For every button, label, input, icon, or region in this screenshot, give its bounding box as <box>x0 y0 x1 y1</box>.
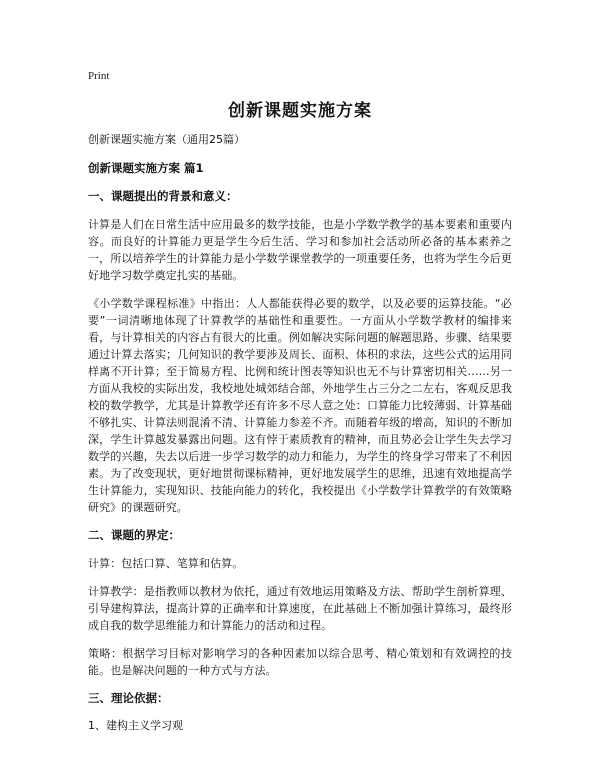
list-item: 1、建构主义学习观 <box>88 719 183 732</box>
paragraph: 策略：根据学习目标对影响学习的各种因素加以综合思考、精心策划和有效调控的技能。也是解决问题的一种方式与方法。 <box>88 647 512 677</box>
section-heading-theory: 三、理论依据： <box>88 691 169 705</box>
section-heading-definition: 二、课题的界定： <box>88 528 180 542</box>
document-subtitle: 创新课题实施方案（通用25篇） <box>88 133 245 146</box>
section-heading-background: 一、课题提出的背景和意义： <box>88 189 238 203</box>
document-body <box>88 132 512 734</box>
paragraph: 《小学数学课程标准》中指出：人人都能获得必要的数学，以及必要的运算技能。“必要”一词清晰地体现了计算教学的基础性和重要性。一方面从小学数学教材的编排来看，与计算相关的内容占有很大的比重。例如解决实际问题的解题思路、步骤、结果要通过计算去落实；几何知识的教学要涉及周长、面积、体积的求法，这些公式的运用同样离不开计算；至于简易方程、比例和统计图表等知识也无不与计算密切相关……另一方面从我校的实际出发，我校地处城郊结合部，外地学生占三分之二左右，客观反思我校的数学教学，尤其是计算教学还有许多不尽人意之处：口算能力比较薄弱、计算基础不够扎实、计算法则混淆不清、计算能力参差不齐。而随着年级的增高，知识的不断加深，学生计算越发暴露出问题。这有悖于素质教育的精神，而且势必会让学生失去学习数学的兴趣，失去以后进一步学习数学的动力和能力，为学生的终身学习带来了不利因素。为了改变现状，更好地贯彻课标精神，更好地发展学生的思维，迅速有效地提高学生计算能力，实现知识、技能向能力的转化，我校提出《小学数学计算教学的有效策略研究》的课题研究。 <box>88 297 512 514</box>
paragraph: 计算教学：是指教师以教材为依托，通过有效地运用策略及方法、帮助学生剖析算理、引导建构算法，提高计算的正确率和计算速度，在此基础上不断加强计算练习，最终形成自我的数学思维能力和计算能力的活动和过程。 <box>88 585 512 632</box>
paragraph: 计算是人们在日常生活中应用最多的数学技能，也是小学数学教学的基本要素和重要内容。而良好的计算能力更是学生今后生活、学习和参加社会活动所必备的基本素养之一，所以培养学生的计算能力是小学数学课堂教学的一项重要任务，也将为学生今后更好地学习数学奠定扎实的基础。 <box>88 218 512 282</box>
chapter-heading: 创新课题实施方案 篇1 <box>88 161 204 175</box>
paragraph: 计算：包括口算、笔算和估算。 <box>88 557 244 570</box>
print-link[interactable]: Print <box>88 70 110 82</box>
page-title: 创新课题实施方案 <box>228 101 372 121</box>
